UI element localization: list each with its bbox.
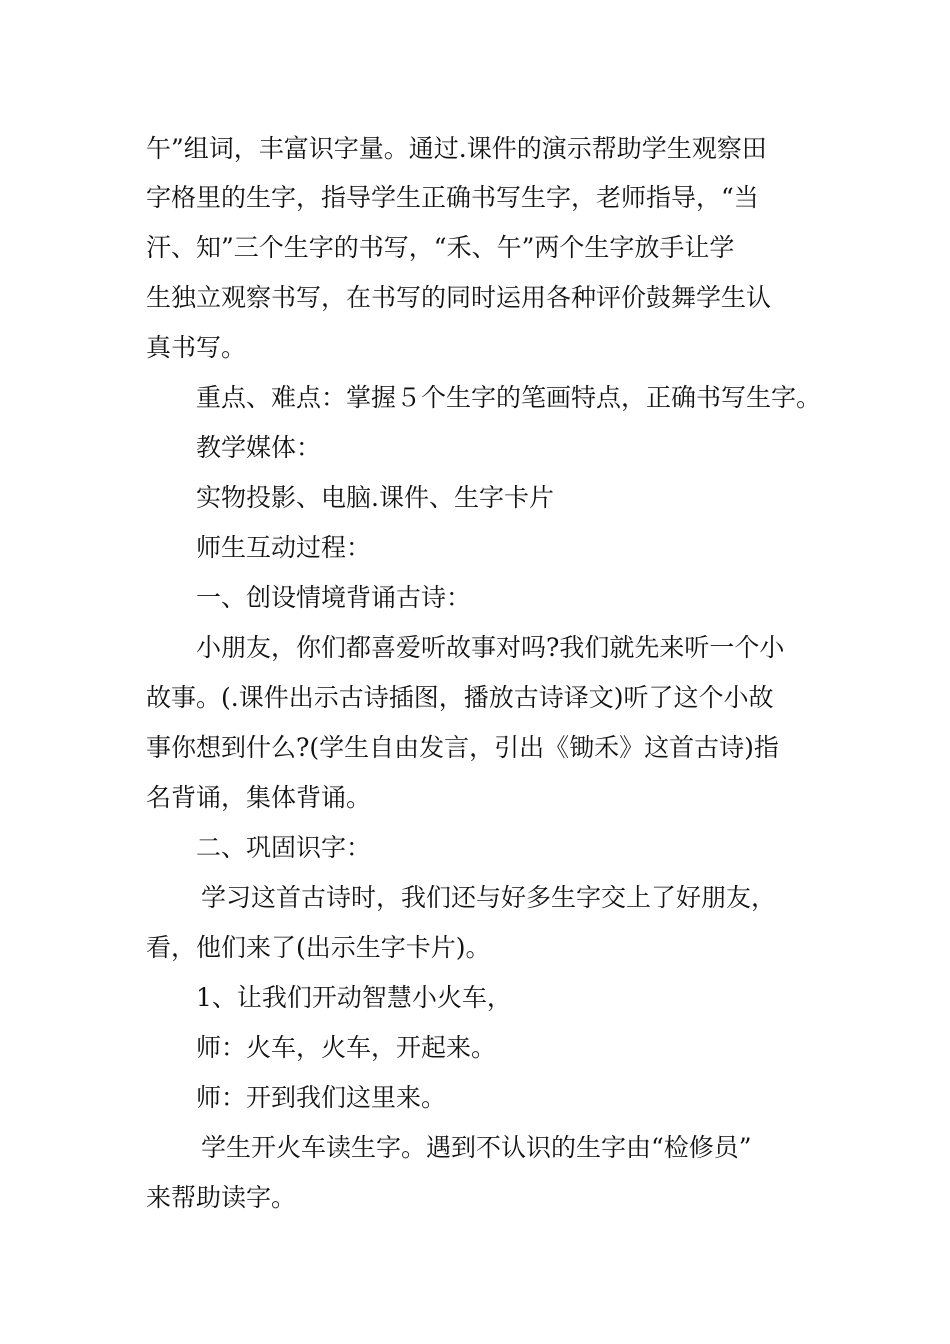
body-line-1: 午”组词，丰富识字量。通过.课件的演示帮助学生观察田 [146,134,767,163]
body-line-4: 生独立观察书写，在书写的同时运用各种评价鼓舞学生认 [146,283,772,312]
body-line-17: 看，他们来了(出示生字卡片)。 [146,933,491,962]
body-line-5: 真书写。 [146,333,247,362]
body-line-6: 重点、难点：掌握５个生字的笔画特点，正确书写生字。 [196,383,822,412]
body-line-16: 学习这首古诗时，我们还与好多生字交上了好朋友， [201,883,777,912]
body-line-13: 事你想到什么?(学生自由发言，引出《锄禾》这首古诗)指 [146,733,779,762]
body-line-3: 汗、知”三个生字的书写，“禾、午”两个生字放手让学 [146,233,735,262]
body-line-19: 师：火车，火车，开起来。 [196,1033,497,1062]
body-line-11: 小朋友，你们都喜爱听故事对吗?我们就先来听一个小 [196,633,785,662]
section-heading-2: 二、巩固识字： [196,833,372,862]
body-line-9: 师生互动过程： [196,533,372,562]
body-line-14: 名背诵，集体背诵。 [146,783,372,812]
body-line-2: 字格里的生字，指导学生正确书写生字，老师指导，“当 [146,183,759,212]
body-line-8: 实物投影、电脑.课件、生字卡片 [196,483,554,512]
body-line-21: 学生开火车读生字。遇到不认识的生字由“检修员” [201,1133,752,1162]
body-line-22: 来帮助读字。 [146,1183,297,1212]
body-line-18: 1、让我们开动智慧小火车， [196,983,512,1012]
body-line-20: 师：开到我们这里来。 [196,1083,447,1112]
body-line-7: 教学媒体： [196,433,322,462]
body-line-12: 故事。(.课件出示古诗插图，播放古诗译文)听了这个小故 [146,683,774,712]
section-heading-1: 一、创设情境背诵古诗： [196,583,472,612]
